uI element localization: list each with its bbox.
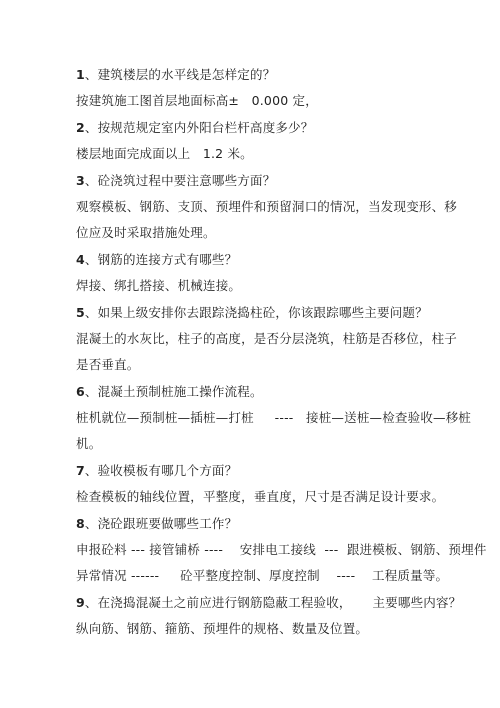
question-text: 、验收模板有哪几个方面？ (84, 463, 238, 478)
question-text: 、钢筋的连接方式有哪些？ (84, 252, 238, 267)
question-4 (76, 252, 237, 268)
answer-4-line-1: 焊接、绑扎搭接、机械连接。 (76, 278, 242, 293)
question-text: 、建筑楼层的水平线是怎样定的？ (84, 67, 276, 82)
question-number: 1 (76, 67, 85, 82)
answer-8-line-1: 申报砼料 --- 接管铺桥 ---- 安排电工接线 --- 跟进模板、钢筋、预埋件 (76, 542, 487, 557)
question-3 (76, 173, 275, 189)
answer-5-line-2: 是否垂直。 (76, 357, 140, 372)
question-9 (76, 595, 461, 611)
question-number: 3 (76, 173, 85, 188)
question-text: 、如果上级安排你去跟踪浇捣柱砼，你该跟踪哪些主要问题？ (84, 305, 428, 320)
question-2 (76, 120, 314, 136)
question-number: 9 (76, 595, 85, 610)
question-number: 5 (76, 305, 85, 320)
answer-1-line-1: 按建筑施工图首层地面标高± 0.000 定， (76, 93, 318, 108)
answer-3-line-1: 观察模板、钢筋、支顶、预埋件和预留洞口的情况，当发现变形、移 (76, 199, 458, 214)
answer-5-line-1: 混凝土的水灰比，柱子的高度，是否分层浇筑，柱筋是否移位，柱子 (76, 331, 458, 346)
question-6 (76, 384, 263, 400)
question-text: 、浇砼跟班要做哪些工作？ (84, 516, 238, 531)
question-number: 7 (76, 463, 85, 478)
question-1 (76, 67, 275, 83)
question-text: 、按规范规定室内外阳台栏杆高度多少？ (84, 120, 314, 135)
question-number: 8 (76, 516, 85, 531)
answer-6-line-1: 桩机就位—预制桩—插桩—打桩 ---- 接桩—送桩—检查验收—移桩 (76, 410, 472, 425)
answer-3-line-2: 位应及时采取措施处理。 (76, 225, 216, 240)
question-text: 、砼浇筑过程中要注意哪些方面？ (84, 173, 276, 188)
answer-9-line-1: 纵向筋、钢筋、箍筋、预埋件的规格、数量及位置。 (76, 621, 369, 636)
answer-6-line-2: 机。 (76, 436, 102, 451)
question-number: 6 (76, 384, 85, 399)
question-text: 、混凝土预制桩施工操作流程。 (84, 384, 263, 399)
question-7 (76, 463, 237, 479)
question-5 (76, 305, 428, 321)
answer-7-line-1: 检查模板的轴线位置，平整度，垂直度，尺寸是否满足设计要求。 (76, 489, 445, 504)
question-8 (76, 516, 237, 532)
answer-8-line-2: 异常情况 ------ 砼平整度控制、厚度控制 ---- 工程质量等。 (76, 568, 449, 583)
question-text: 、在浇捣混凝土之前应进行钢筋隐蔽工程验收， 主要哪些内容？ (84, 595, 462, 610)
answer-2-line-1: 楼层地面完成面以上 1.2 米。 (76, 146, 253, 161)
question-number: 4 (76, 252, 85, 267)
question-number: 2 (76, 120, 85, 135)
